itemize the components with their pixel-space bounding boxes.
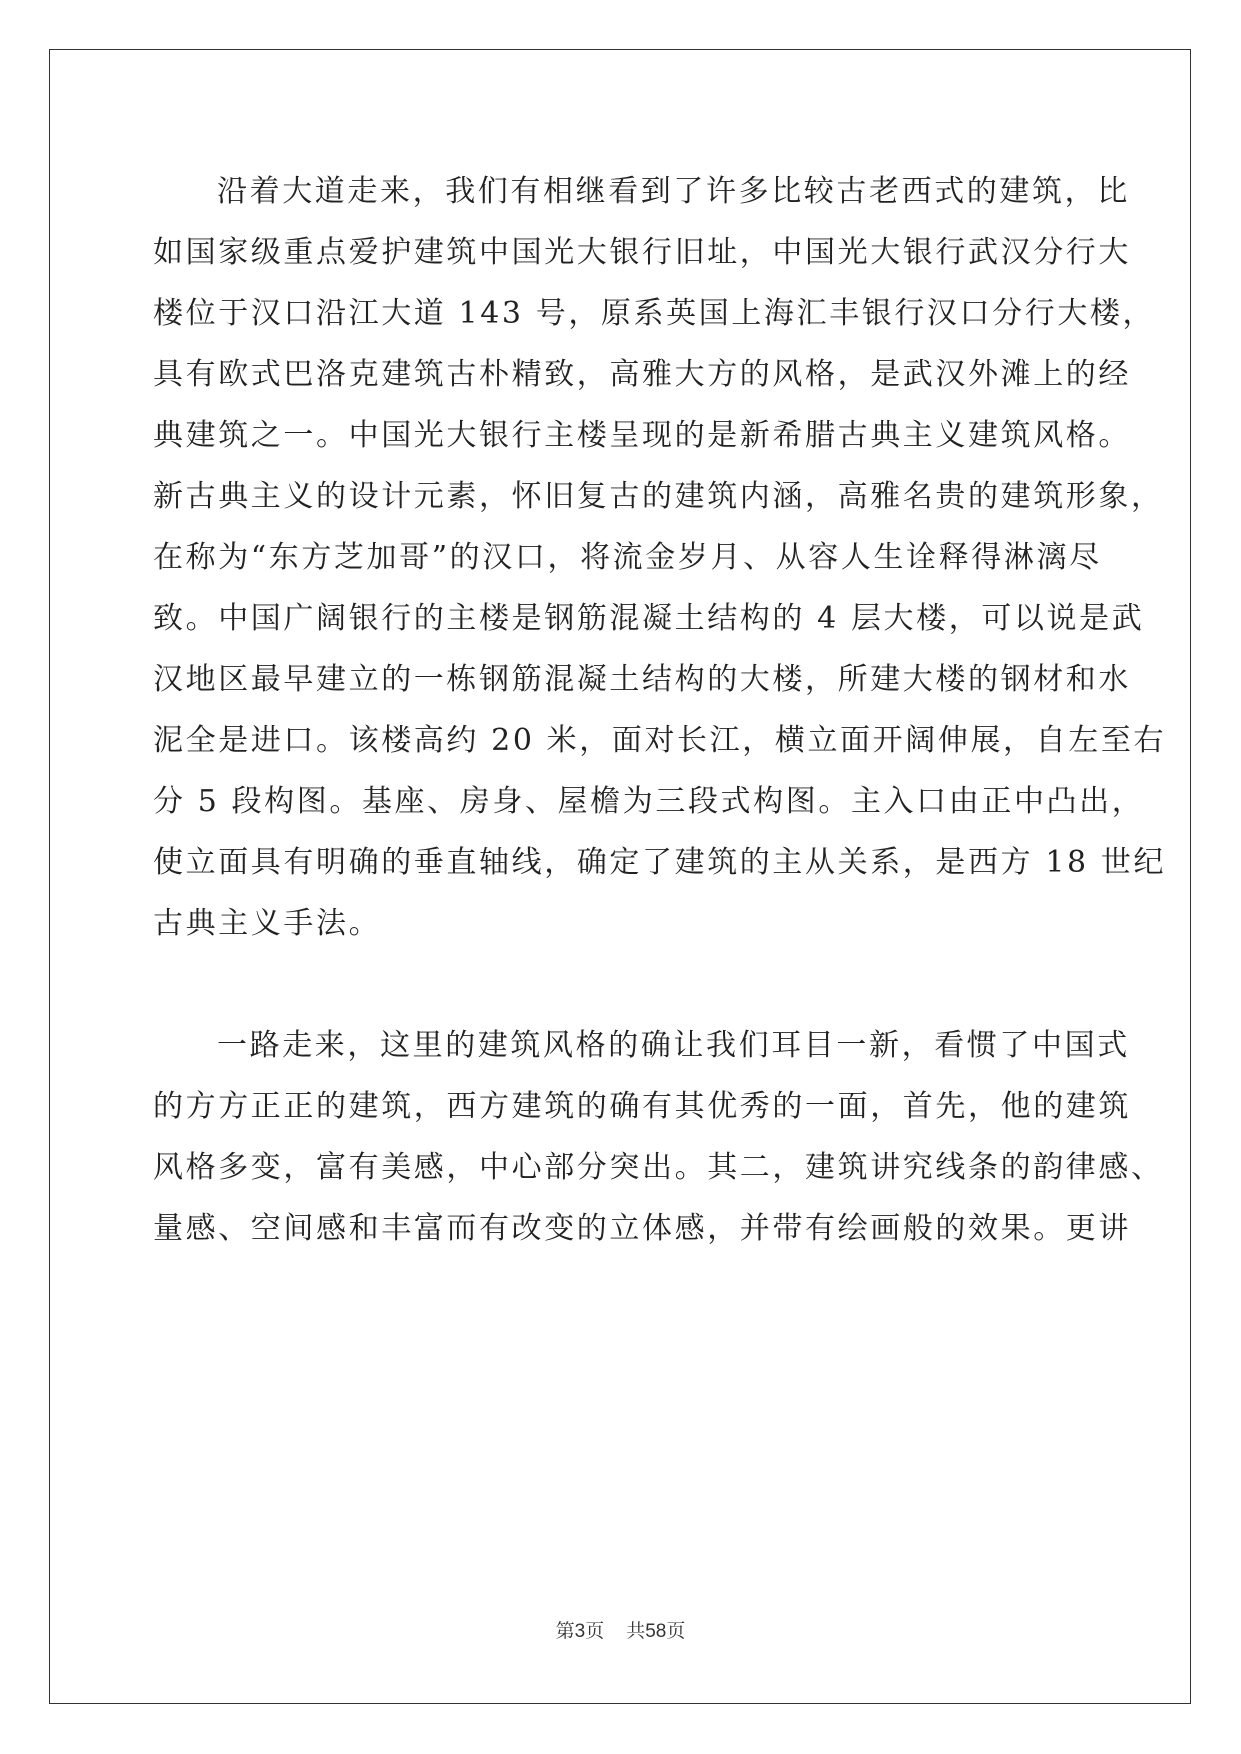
total-label-prefix: 共: [626, 1621, 646, 1642]
paragraph-1-line-8: 致。中国广阔银行的主楼是钢筋混凝土结构的 4 层大楼，可以说是武: [153, 601, 1145, 636]
paragraph-1-line-1: 沿着大道走来，我们有相继看到了许多比较古老西式的建筑，比: [217, 174, 1130, 209]
paragraph-1-line-3: 楼位于汉口沿江大道 143 号，原系英国上海汇丰银行汉口分行大楼，: [153, 296, 1156, 331]
paragraph-1-line-10: 泥全是进口。该楼高约 20 米，面对长江，横立面开阔伸展，自左至右: [153, 723, 1167, 758]
page-label-prefix: 第: [555, 1621, 575, 1642]
paragraph-spacer: [153, 954, 1093, 1015]
paragraph-2-line-4: 量感、空间感和丰富而有改变的立体感，并带有绘画般的效果。更讲: [153, 1211, 1131, 1246]
document-body: [153, 161, 1167, 1259]
page-label-suffix: 页: [585, 1621, 605, 1642]
paragraph-1-line-6: 新古典主义的设计元素，怀旧复古的建筑内涵，高雅名贵的建筑形象，: [153, 479, 1164, 514]
paragraph-1-line-13: 古典主义手法。: [153, 906, 382, 941]
paragraph-1-line-11: 分 5 段构图。基座、房身、屋檐为三段式构图。主入口由正中凸出，: [153, 784, 1145, 819]
paragraph-1-line-7: 在称为“东方芝加哥”的汉口，将流金岁月、从容人生诠释得淋漓尽: [153, 540, 1102, 575]
paragraph-2-line-3: 风格多变，富有美感，中心部分突出。其二，建筑讲究线条的韵律感、: [153, 1150, 1164, 1185]
total-label-suffix: 页: [666, 1621, 686, 1642]
paragraph-1-line-4: 具有欧式巴洛克建筑古朴精致，高雅大方的风格，是武汉外滩上的经: [153, 357, 1131, 392]
paragraph-2-line-2: 的方方正正的建筑，西方建筑的确有其优秀的一面，首先，他的建筑: [153, 1089, 1131, 1124]
paragraph-1-line-12: 使立面具有明确的垂直轴线，确定了建筑的主从关系，是西方 18 世纪: [153, 845, 1167, 880]
paragraph-1-line-9: 汉地区最早建立的一栋钢筋混凝土结构的大楼，所建大楼的钢材和水: [153, 662, 1131, 697]
paragraph-1-line-2: 如国家级重点爱护建筑中国光大银行旧址，中国光大银行武汉分行大: [153, 235, 1131, 270]
total-pages: 58: [645, 1621, 667, 1642]
paragraph-1-line-5: 典建筑之一。中国光大银行主楼呈现的是新希腊古典主义建筑风格。: [153, 418, 1131, 453]
page-number: 3: [574, 1621, 586, 1642]
paragraph-2-line-1: 一路走来，这里的建筑风格的确让我们耳目一新，看惯了中国式: [217, 1028, 1130, 1063]
page-footer: [0, 1616, 1241, 1643]
